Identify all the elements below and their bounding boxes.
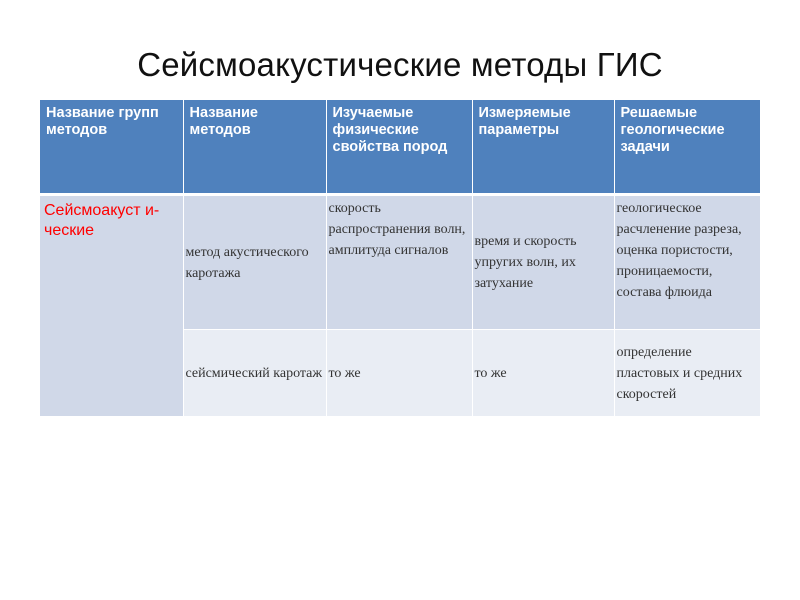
parameters-cell: время и скорость упругих волн, их затухание xyxy=(472,195,614,330)
parameters-cell: то же xyxy=(472,330,614,417)
header-group-name: Название групп методов xyxy=(40,100,183,195)
group-name-cell: Сейсмоакуст и-ческие xyxy=(40,195,183,417)
header-method-name: Название методов xyxy=(183,100,326,195)
method-cell: сейсмический каротаж xyxy=(183,330,326,417)
properties-cell: скорость распространения волн, амплитуда сигналов xyxy=(326,195,472,330)
table-header-row xyxy=(40,100,760,195)
properties-cell: то же xyxy=(326,330,472,417)
table-row xyxy=(40,195,760,330)
method-cell: метод акустического каротажа xyxy=(183,195,326,330)
methods-table xyxy=(40,100,760,417)
header-measured-parameters: Измеряемые параметры xyxy=(472,100,614,195)
slide-title: Сейсмоакустические методы ГИС xyxy=(137,46,663,83)
header-geological-tasks: Решаемые геологические задачи xyxy=(614,100,760,195)
tasks-cell: геологическое расчленение разреза, оценка пористости, проницаемости, состава флюида xyxy=(614,195,760,330)
tasks-cell: определение пластовых и средних скоростей xyxy=(614,330,760,417)
header-physical-properties: Изучаемые физические свойства пород xyxy=(326,100,472,195)
